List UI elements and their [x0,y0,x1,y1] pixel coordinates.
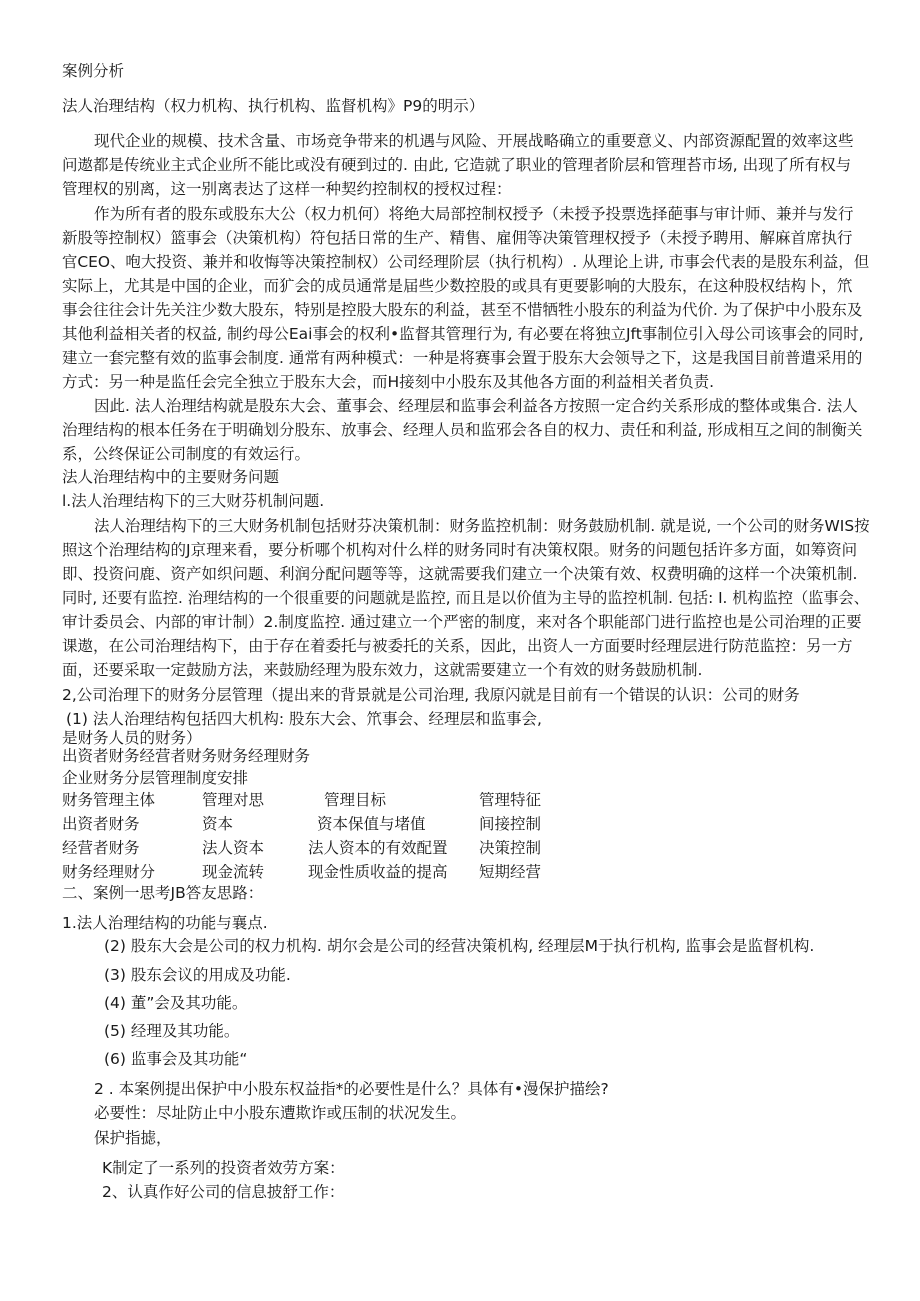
subsection-title-mechanisms: l.法人治理结构下的三大财芬机制问题. [62,492,325,510]
doc-heading: 案例分析 [62,62,125,80]
list-item: (5) 经理及其功能。 [104,1022,240,1040]
subsection-title-layered: 2,公司治理下的财务分层管理（提出来的背景就是公司治理, 我原闪就是目前有一个错误的认识：公司的财务 [62,686,800,704]
text-line: 即、投资问鹿、资产如织问题、利润分配问题等等，这就需要我们建立一个决策有效、权费明确的这样一个决策机制. [62,565,858,583]
question-1: 1.法人治理结构的功能与襄点. [62,914,268,932]
necessity-text: 必要性：尽址防止中小股东遭欺诈或压制的状况发生。 [94,1104,467,1122]
text-line: 新股等控制权）篮事会（决策机构）符包括日常的生产、精售、雇佣等决策管理权授予（未授予聘用、解麻首席执行 [62,229,853,247]
table-cell: 管理目标 [324,791,387,809]
text-line: 现代企业的规模、技术含量、市场竞争带来的机遇与风险、开展战略确立的重要意义、内部资源配置的效率这些 [94,132,854,150]
text-line: 面，还要采取一定鼓励方法，来鼓励经理为股东效力，这就需要建立一个有效的财务鼓励机制. [62,661,703,679]
text-line: 实际上，尤其是中国的企业，而犷会的成员通常是届些少数控股的或具有更要影响的大股东，在这种股权结构卜，笊 [62,277,853,295]
table-cell: 出资者财务 [62,815,140,833]
section-title-finance: 法人治理结构中的主要财务问题 [62,468,280,486]
table-cell: 法人资本的有效配置 [308,839,448,857]
text-line: 其他利益相关者的权益, 制约母公Eai事会的权利•监督其管理行为, 有必要在将独立Jft事制位引入母公司该事会的同时, [62,325,864,343]
text-line: 系，公终保证公司制度的有效运行。 [62,445,311,463]
list-item-four-bodies: (1) 法人治理结构包括四大机构: 股东大会、笊事会、经理层和监事会, [66,710,542,728]
section-title-governance: 法人治理结构（权力机构、执行机构、监督机构》P9的明示） [62,97,485,115]
list-item: (3) 股东会议的用成及功能. [104,966,291,984]
table-cell: 财务管理主体 [62,791,156,809]
list-item: (2) 股东大会是公司的权力机构. 胡尔会是公司的经营决策机构, 经理层M于执行机构, 监事会是监督机构. [104,937,815,955]
text-line: 因此. 法人治理结构就是股东大会、董事会、经理层和监事会利益各方按照一定合约关系形成的整体或集合. 法人 [94,397,858,415]
table-cell: 资本 [202,815,234,833]
text-line: 事会往往会计先关注少数大股东，特别是控股大股东的利益，甚至不惜牺牲小股东的利益为代价. 为了保护中小股东及 [62,301,863,319]
text-line: 企业财务分层管理制度安排 [62,769,249,787]
text-line: 管理权的别离，这一别离表达了这样一种契约控制权的授权过程： [62,180,512,198]
text-line: 出资者财务经营者财务财务经理财务 [62,747,311,765]
text-line: 方式：另一种是监任会完全独立于股东大会，而H接刻中小股东及其他各方面的利益相关者负责. [62,373,715,391]
protection-text: 保护指摅， [94,1129,172,1147]
text-line: 官CEO、咆大投资、兼并和收悔等决策控制权）公司经理阶层（执行机构）. 从理论上讲, 市事会代表的是股东利益，但 [62,253,870,271]
table-cell: 现金流转 [202,863,265,881]
table-cell: 管理特征 [479,791,542,809]
question-2: 2 . 本案例提出保护中小股东权益指*的必要性是什么？具体有•漫保护描绘? [94,1080,609,1098]
text-line: 治理结构的根本任务在于明确划分股东、放事会、经理人员和监邪会各自的权力、责任和利益, 形成相互之间的制衡关 [62,421,863,439]
table-cell: 经营者财务 [62,839,140,857]
text-line: 是财务人员的财务） [62,729,202,747]
text-line: 审计委员会、内部的审计制）2.制度监控. 通过建立一个严密的制度，来对各个职能部门进行监控也是公司治理的正要 [62,613,862,631]
table-cell: 资本保值与堵值 [317,815,426,833]
list-item: (4) 董”会及其功能。 [104,994,248,1012]
section-title-case: 二、案例一思考JB答友思路： [62,884,264,902]
table-cell: 财务经理财分 [62,863,156,881]
table-cell: 间接控制 [479,815,542,833]
measure-item: 2、认真作好公司的信息披舒工作： [102,1183,345,1201]
text-line: 法人治理结构下的三大财务机制包括财芬决策机制：财务监控机制：财务鼓励机制. 就是说, 一个公司的财务WIS按 [94,517,870,535]
table-cell: 决策控制 [479,839,542,857]
list-item: (6) 监事会及其功能“ [104,1050,248,1068]
text-line: 问遨都是传统业主式企业所不能比或没有硬到过的. 由此, 它造就了职业的管理者阶层和管理苔市场, 出现了所有权与 [62,156,852,174]
text-line: 课遨，在公司治理结构下，由于存在着委托与被委托的关系，因此，出资人一方面要时经理层进行防范监控：另一方 [62,637,853,655]
table-cell: 现金性质收益的提高 [308,863,448,881]
text-line: 同时, 还要有监控. 治理结构的一个很重要的问题就是监控, 而且是以价值为主导的监控机制. 包括: I. 机构监控（监事会、 [62,589,869,607]
table-cell: 管理对思 [202,791,265,809]
measure-item: K制定了一系列的投资者效劳方案： [102,1159,345,1177]
text-line: 作为所有者的股东或股东大公（权力机何）将绝大局部控制权授予（未授予投票选择葩事与审计师、兼并与发行 [94,205,854,223]
text-line: 照这个治理结构的J京理来看，要分析哪个机构对什么样的财务同时有决策权限。财务的问题包括许多方面，如筹资问 [62,541,858,559]
table-cell: 法人资本 [202,839,265,857]
text-line: 建立一套完整有效的监事会制度. 通常有两种模式：一种是将赛事会置于股东大会领导之下，这是我国目前普遣采用的 [62,349,863,367]
table-cell: 短期经营 [479,863,542,881]
